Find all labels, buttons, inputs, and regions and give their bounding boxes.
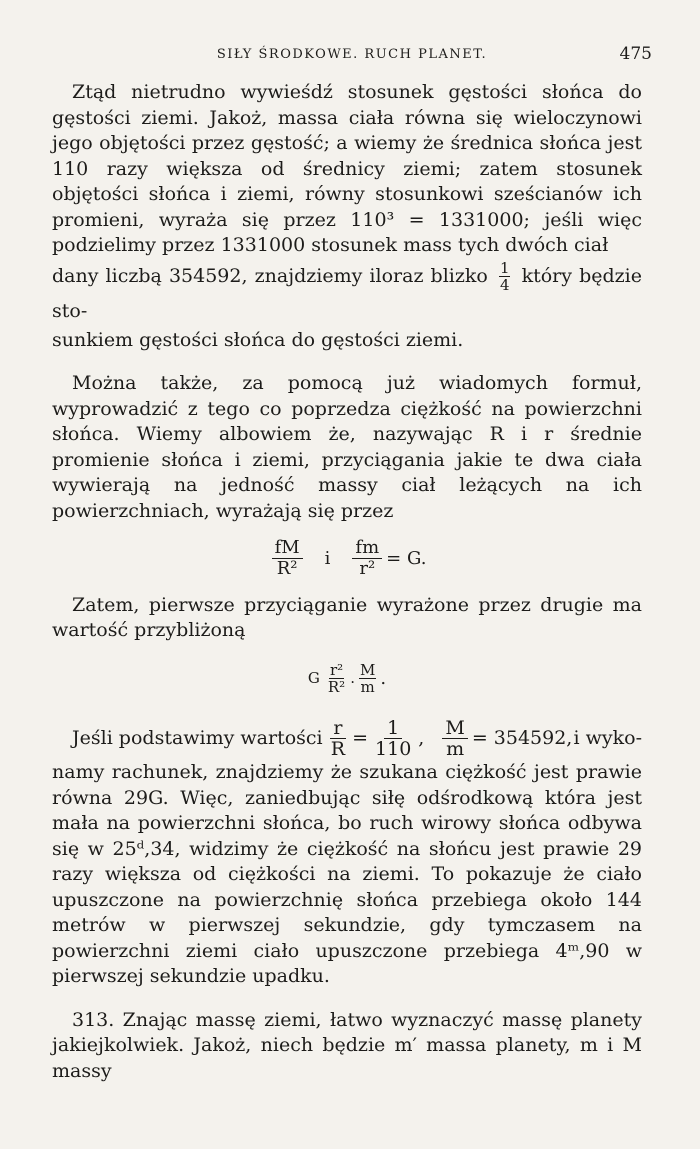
fraction-numerator: 1 — [384, 718, 402, 740]
formula-tail: . — [380, 667, 387, 689]
formula-fraction-earth — [352, 538, 382, 579]
paragraph-substitution-line — [52, 718, 642, 761]
formula-rhs: = G. — [386, 547, 427, 569]
formula-conjunction: i — [324, 547, 331, 569]
paragraph-density-end: sunkiem gęstości słońca do gęstości ziemi. — [52, 328, 464, 351]
fraction-numerator: M — [359, 660, 376, 679]
substitution-equals: = — [352, 727, 369, 750]
substitution-values — [324, 718, 573, 761]
fraction-numerator: fM — [272, 538, 303, 559]
fraction-denominator: r² — [359, 557, 376, 579]
formula-coefficient: G — [307, 668, 320, 687]
substitution-fraction-value — [372, 718, 414, 761]
fraction-numerator: M — [442, 718, 467, 740]
ratio-fraction — [499, 260, 511, 294]
fraction-denominator: R — [330, 738, 346, 761]
formula-ratio-expression — [52, 662, 642, 696]
fraction-numerator: r² — [329, 660, 344, 679]
formula-attractions — [52, 538, 642, 579]
substitution-tail: i wyko- — [573, 727, 642, 750]
formula-fraction-sun — [272, 538, 303, 579]
ratio-line-tail: który będzie sto- — [52, 264, 642, 322]
formula-fraction-masses — [359, 662, 376, 696]
substitution-lead: Jeśli podstawimy wartości — [72, 727, 323, 750]
paragraph-planet-mass: 313. Znając massę ziemi, łatwo wyznaczyć massę planety jakiejkolwiek. Jakoż, niech będzie m′ massa planety, m i M massy — [52, 1008, 642, 1082]
substitution-fraction-masses — [442, 718, 467, 761]
ratio-line-text: dany liczbą 354592, znajdziemy iloraz blizko — [52, 264, 488, 287]
fraction-denominator: R² — [327, 678, 346, 697]
paragraph-gravity: Można także, za pomocą już wiadomych formuł, wyprowadzić z tego co poprzedza ciężkość na powierzchni słońca. Wiemy albowiem że, nazywając R i r średnie promienie słońca i ziemi, przyciągania jakie te dwa ciała wywierają na jedność massy ciał leżących na ich powierzchniach, wyrażają się przez — [52, 372, 642, 522]
ratio-denominator: 4 — [499, 276, 510, 294]
fraction-denominator: m — [360, 678, 375, 697]
paragraph-solar-gravity: namy rachunek, znajdziemy że szukana ciężkość jest prawie równa 29G. Więc, zaniedbując siłę odśrodkową która jest mała na powierzchni słońca, bo ruch wirowy słońca odbywa się w 25ᵈ,34, widzimy że ciężkość na słońcu jest prawie 29 razy większa od ciężkości na ziemi. To pokazuje że ciało upuszczone na powierzchnię słońca przebiega około 144 metrów w pierwszej sekundzie, gdy tymczasem na powierzchni ziemi ciało upuszczone przebiega 4ᵐ,90 w pierwszej sekundzie upadku. — [52, 761, 642, 988]
formula-fraction-radii — [327, 662, 346, 696]
page-number: 475 — [619, 44, 652, 64]
fraction-denominator: m — [446, 738, 465, 761]
fraction-denominator: 110 — [375, 738, 412, 761]
ratio-numerator: 1 — [499, 258, 510, 277]
substitution-fraction-radii — [328, 718, 348, 761]
fraction-numerator: r — [330, 718, 345, 740]
paragraph-density-ratio-line — [52, 259, 642, 328]
body-text — [52, 80, 642, 1084]
fraction-denominator: R² — [276, 557, 298, 579]
fraction-numerator: fm — [352, 538, 382, 559]
running-head: SIŁY ŚRODKOWE. RUCH PLANET. — [216, 47, 488, 62]
page-header — [52, 44, 652, 68]
paragraph-approx: Zatem, pierwsze przyciąganie wyrażone przez drugie ma wartość przybliżoną — [52, 593, 642, 642]
substitution-comma: , — [418, 727, 425, 750]
formula-dot: . — [350, 668, 355, 687]
substitution-mass-value: = 354592, — [471, 727, 573, 750]
paragraph-density: Ztąd nietrudno wywieśdź stosunek gęstości słońca do gęstości ziemi. Jakoż, massa ciała równa się wieloczynowi jego objętości przez gęstość; a wiemy że średnica słońca jest 110 razy większa od średnicy ziemi; zatem stosunek objętości słońca i ziemi, równy stosunkowi sześcianów ich promieni, wyraża się przez 110³ = 1331000; jeśli więc podzielimy przez 1331000 stosunek mass tych dwóch ciał — [52, 81, 642, 256]
